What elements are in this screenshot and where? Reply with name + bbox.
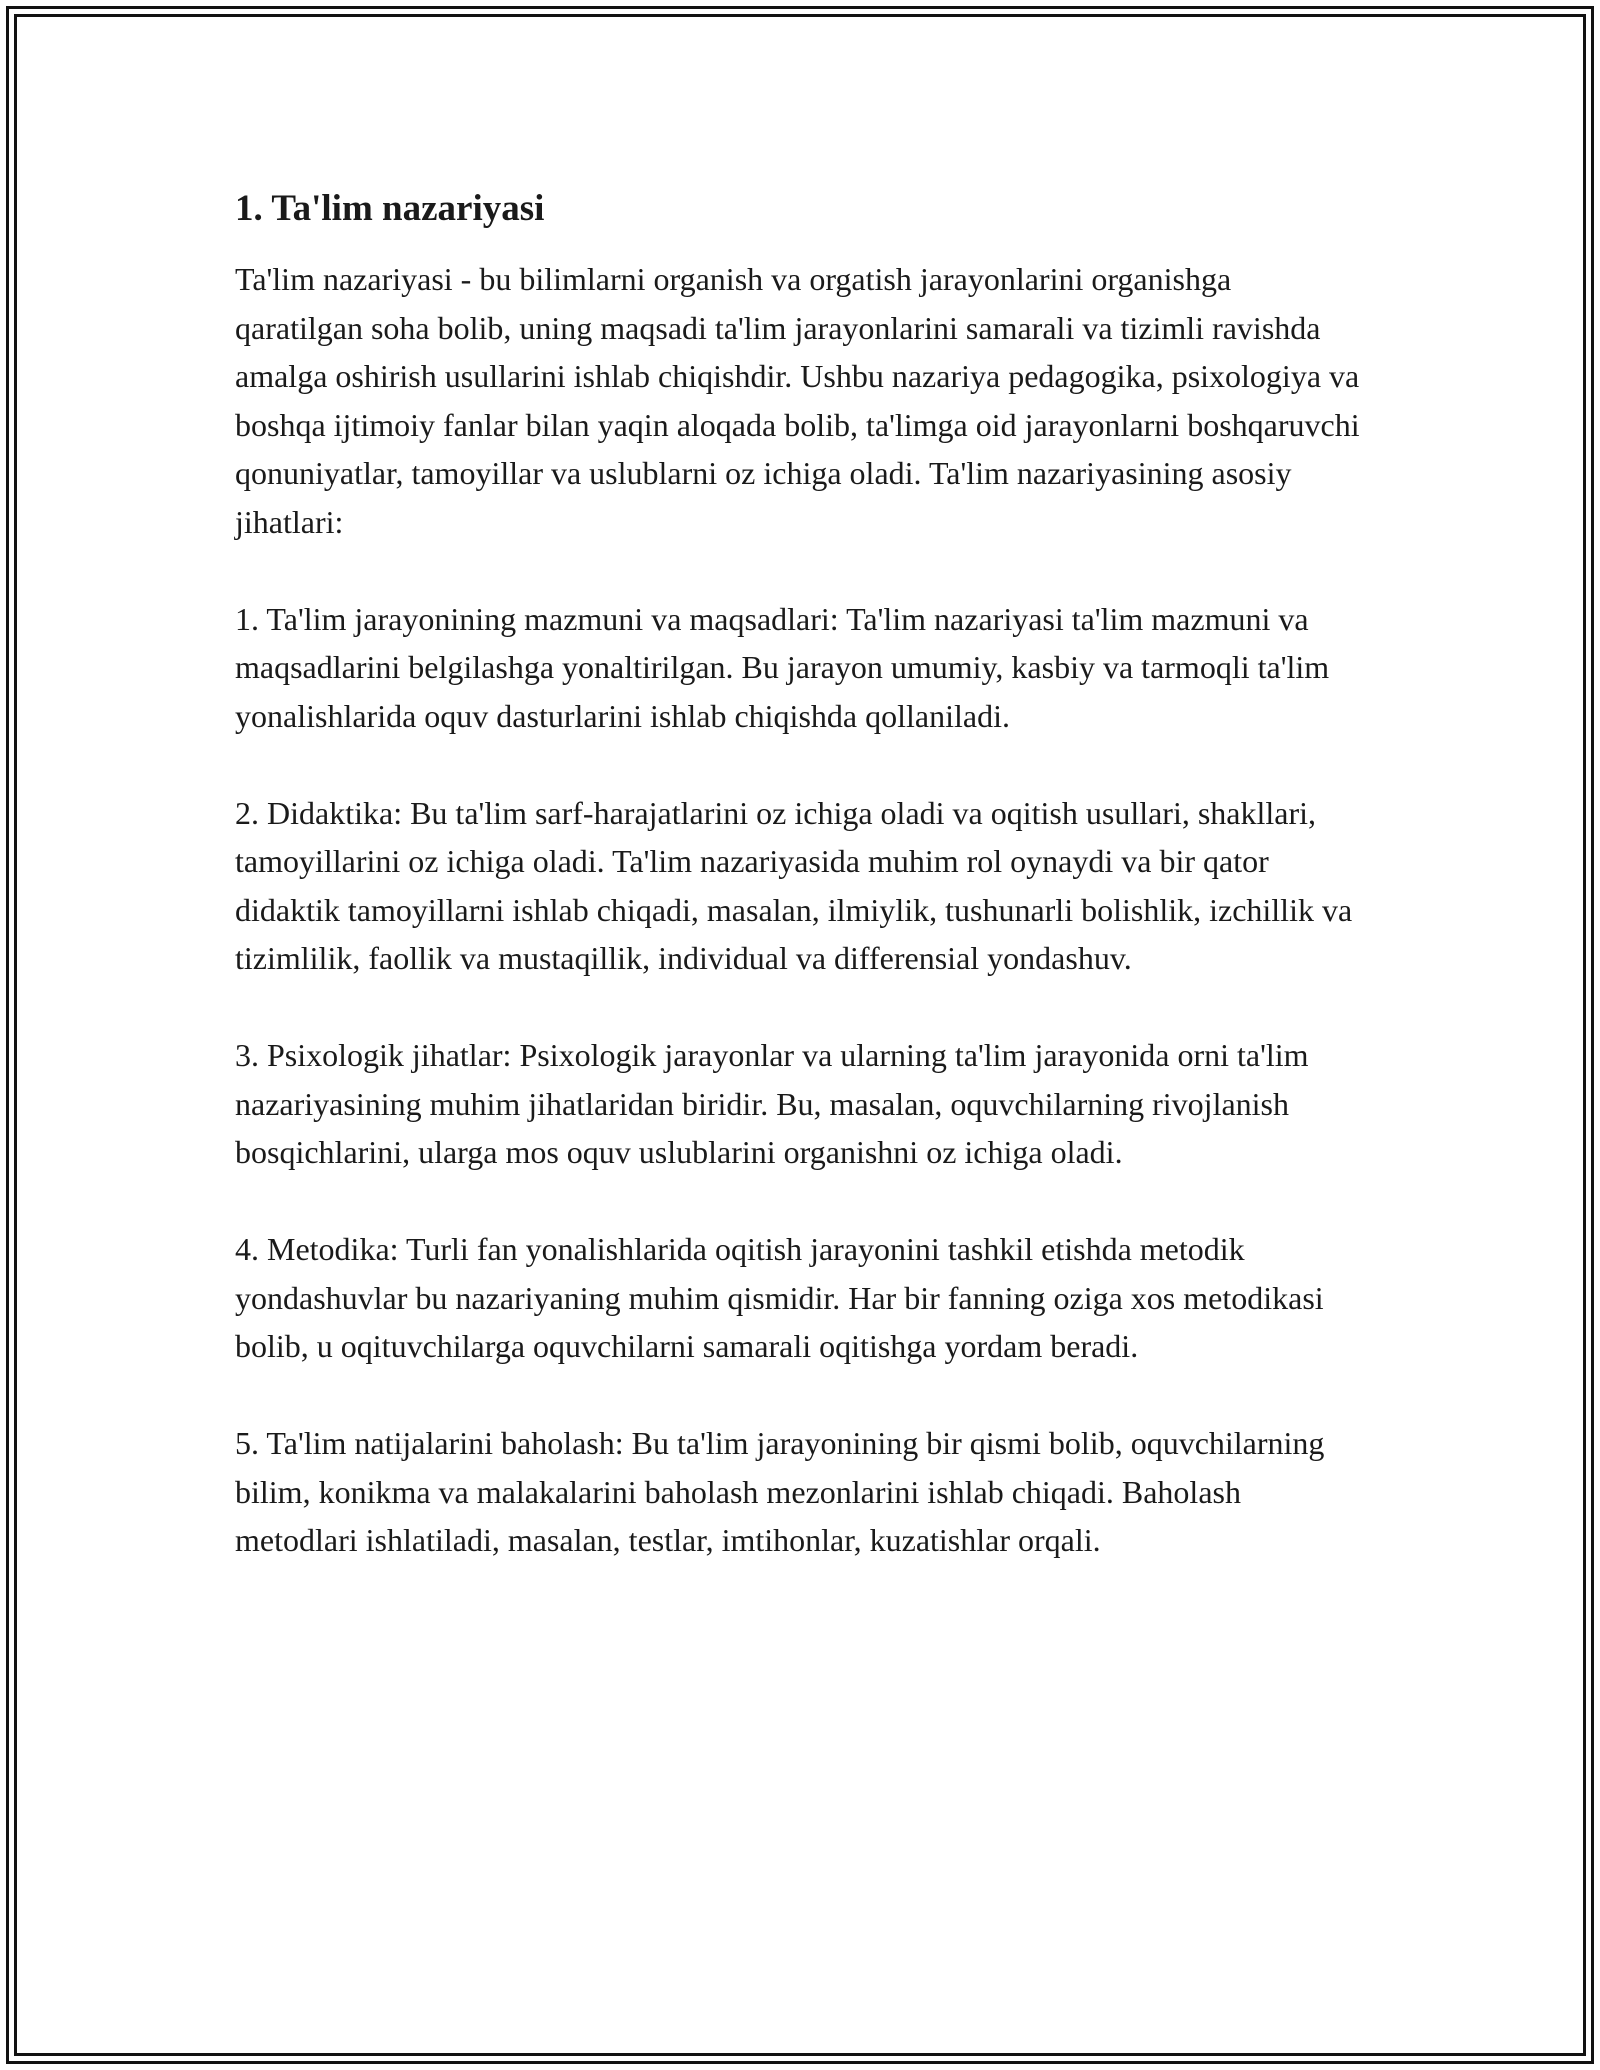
intro-paragraph: Ta'lim nazariyasi - bu bilimlarni organish va orgatish jarayonlarini organishga qaratilgan soha bolib, uning maqsadi ta'lim jarayonlarini samarali va tizimli ravishda amalga oshirish usullarini ishlab chiqishdir. Ushbu nazariya pedagogika, psixologiya va boshqa ijtimoiy fanlar bilan yaqin aloqada bolib, ta'limga oid jarayonlarni boshqaruvchi qonuniyatlar, tamoyillar va uslublarni oz ichiga oladi. Ta'lim nazariyasining asosiy jihatlari:	[235, 261, 1360, 540]
document-title: 1. Ta'lim nazariyasi	[235, 188, 545, 229]
list-item-5: 5. Ta'lim natijalarini baholash: Bu ta'lim jarayonining bir qismi bolib, oquvchilarning bilim, konikma va malakalarini baholash mezonlarini ishlab chiqadi. Baholash metodlari ishlatiladi, masalan, testlar, imtihonlar, kuzatishlar orqali.	[235, 1425, 1325, 1558]
list-item-3: 3. Psixologik jihatlar: Psixologik jarayonlar va ularning ta'lim jarayonida orni ta'lim nazariyasining muhim jihatlaridan biridir. Bu, masalan, oquvchilarning rivojlanish bosqichlarini, ularga mos oquv uslublarini organishni oz ichiga oladi.	[235, 1037, 1309, 1170]
list-item-4: 4. Metodika: Turli fan yonalishlarida oqitish jarayonini tashkil etishda metodik yondashuvlar bu nazariyaning muhim qismidir. Har bir fanning oziga xos metodikasi bolib, u oqituvchilarga oquvchilarni samarali oqitishga yordam beradi.	[235, 1231, 1324, 1364]
list-item-1: 1. Ta'lim jarayonining mazmuni va maqsadlari: Ta'lim nazariyasi ta'lim mazmuni va maqsadlarini belgilashga yonaltirilgan. Bu jarayon umumiy, kasbiy va tarmoqli ta'lim yonalishlarida oquv dasturlarini ishlab chiqishda qollaniladi.	[235, 600, 1330, 734]
list-item-2: 2. Didaktika: Bu ta'lim sarf-harajatlarini oz ichiga oladi va oqitish usullari, shakllari, tamoyillarini oz ichiga oladi. Ta'lim nazariyasida muhim rol oynaydi va bir qator didaktik tamoyillarni ishlab chiqadi, masalan, ilmiylik, tushunarli bolishlik, izchillik va tizimlilik, faollik va mustaqillik, individual va differensial yondashuv.	[235, 794, 1353, 976]
document-body	[235, 185, 1365, 1613]
